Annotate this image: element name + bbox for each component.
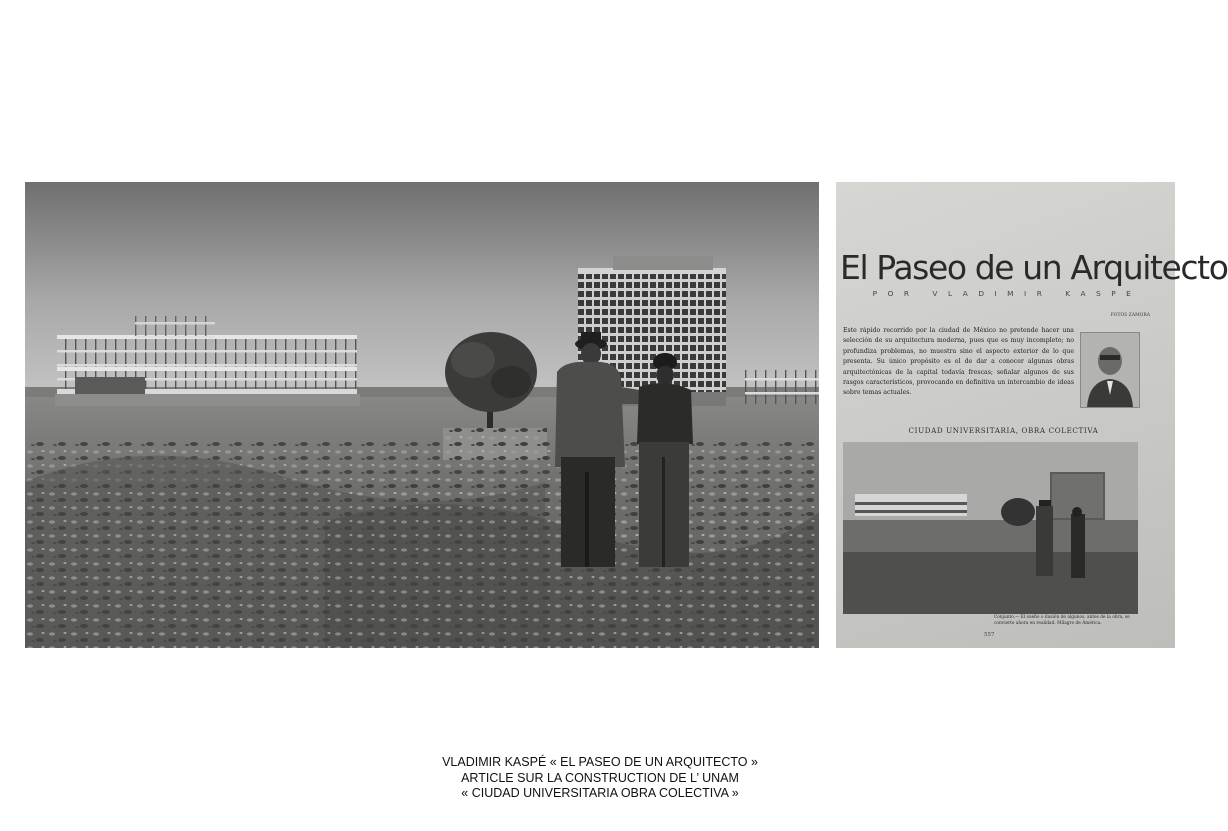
caption-line-3: « CIUDAD UNIVERSITARIA OBRA COLECTIVA » bbox=[461, 786, 739, 800]
magazine-page bbox=[836, 182, 1228, 648]
photo-caption: Conjunto.— El sueño o ilusión de algunos, antes de la obra, se convierte ahora en realidad. Milagro de América. bbox=[994, 615, 1130, 626]
article-byline: POR VLADIMIR KASPE bbox=[872, 289, 1142, 298]
photo-scene bbox=[25, 182, 819, 648]
article-title: El Paseo de un Arquitecto bbox=[840, 248, 1228, 287]
caption-line-2: ARTICLE SUR LA CONSTRUCTION DE L’ UNAM bbox=[461, 770, 739, 785]
portrait-image bbox=[1081, 333, 1139, 407]
page-number: 557 bbox=[984, 632, 995, 638]
article-body: Este rápido recorrido por la ciudad de México no pretende hacer una selección de su arquitectura moderna, pues que es muy incompleto; no profundiza problemas, no muestra sino el aspecto exterior de lo que presenta. Su único propósito es el de dar a conocer algunas obras arquitectónicas de la capital todavía frescas; señalar algunos de sus rasgos característicos, provocando en definitiva un intercambio de ideas sobre temas actuales. bbox=[843, 327, 1074, 397]
caption-block bbox=[300, 755, 900, 802]
author-portrait bbox=[1080, 332, 1140, 408]
construction-photograph bbox=[25, 182, 819, 648]
article-photo bbox=[843, 442, 1138, 614]
photo-credit: FOTOS ZAMORA bbox=[1110, 313, 1150, 318]
caption-line-1: VLADIMIR KASPÉ « EL PASEO DE UN ARQUITECTO » bbox=[442, 755, 758, 769]
section-heading: CIUDAD UNIVERSITARIA, OBRA COLECTIVA bbox=[908, 426, 1099, 435]
article-photo-scene bbox=[843, 442, 1138, 614]
